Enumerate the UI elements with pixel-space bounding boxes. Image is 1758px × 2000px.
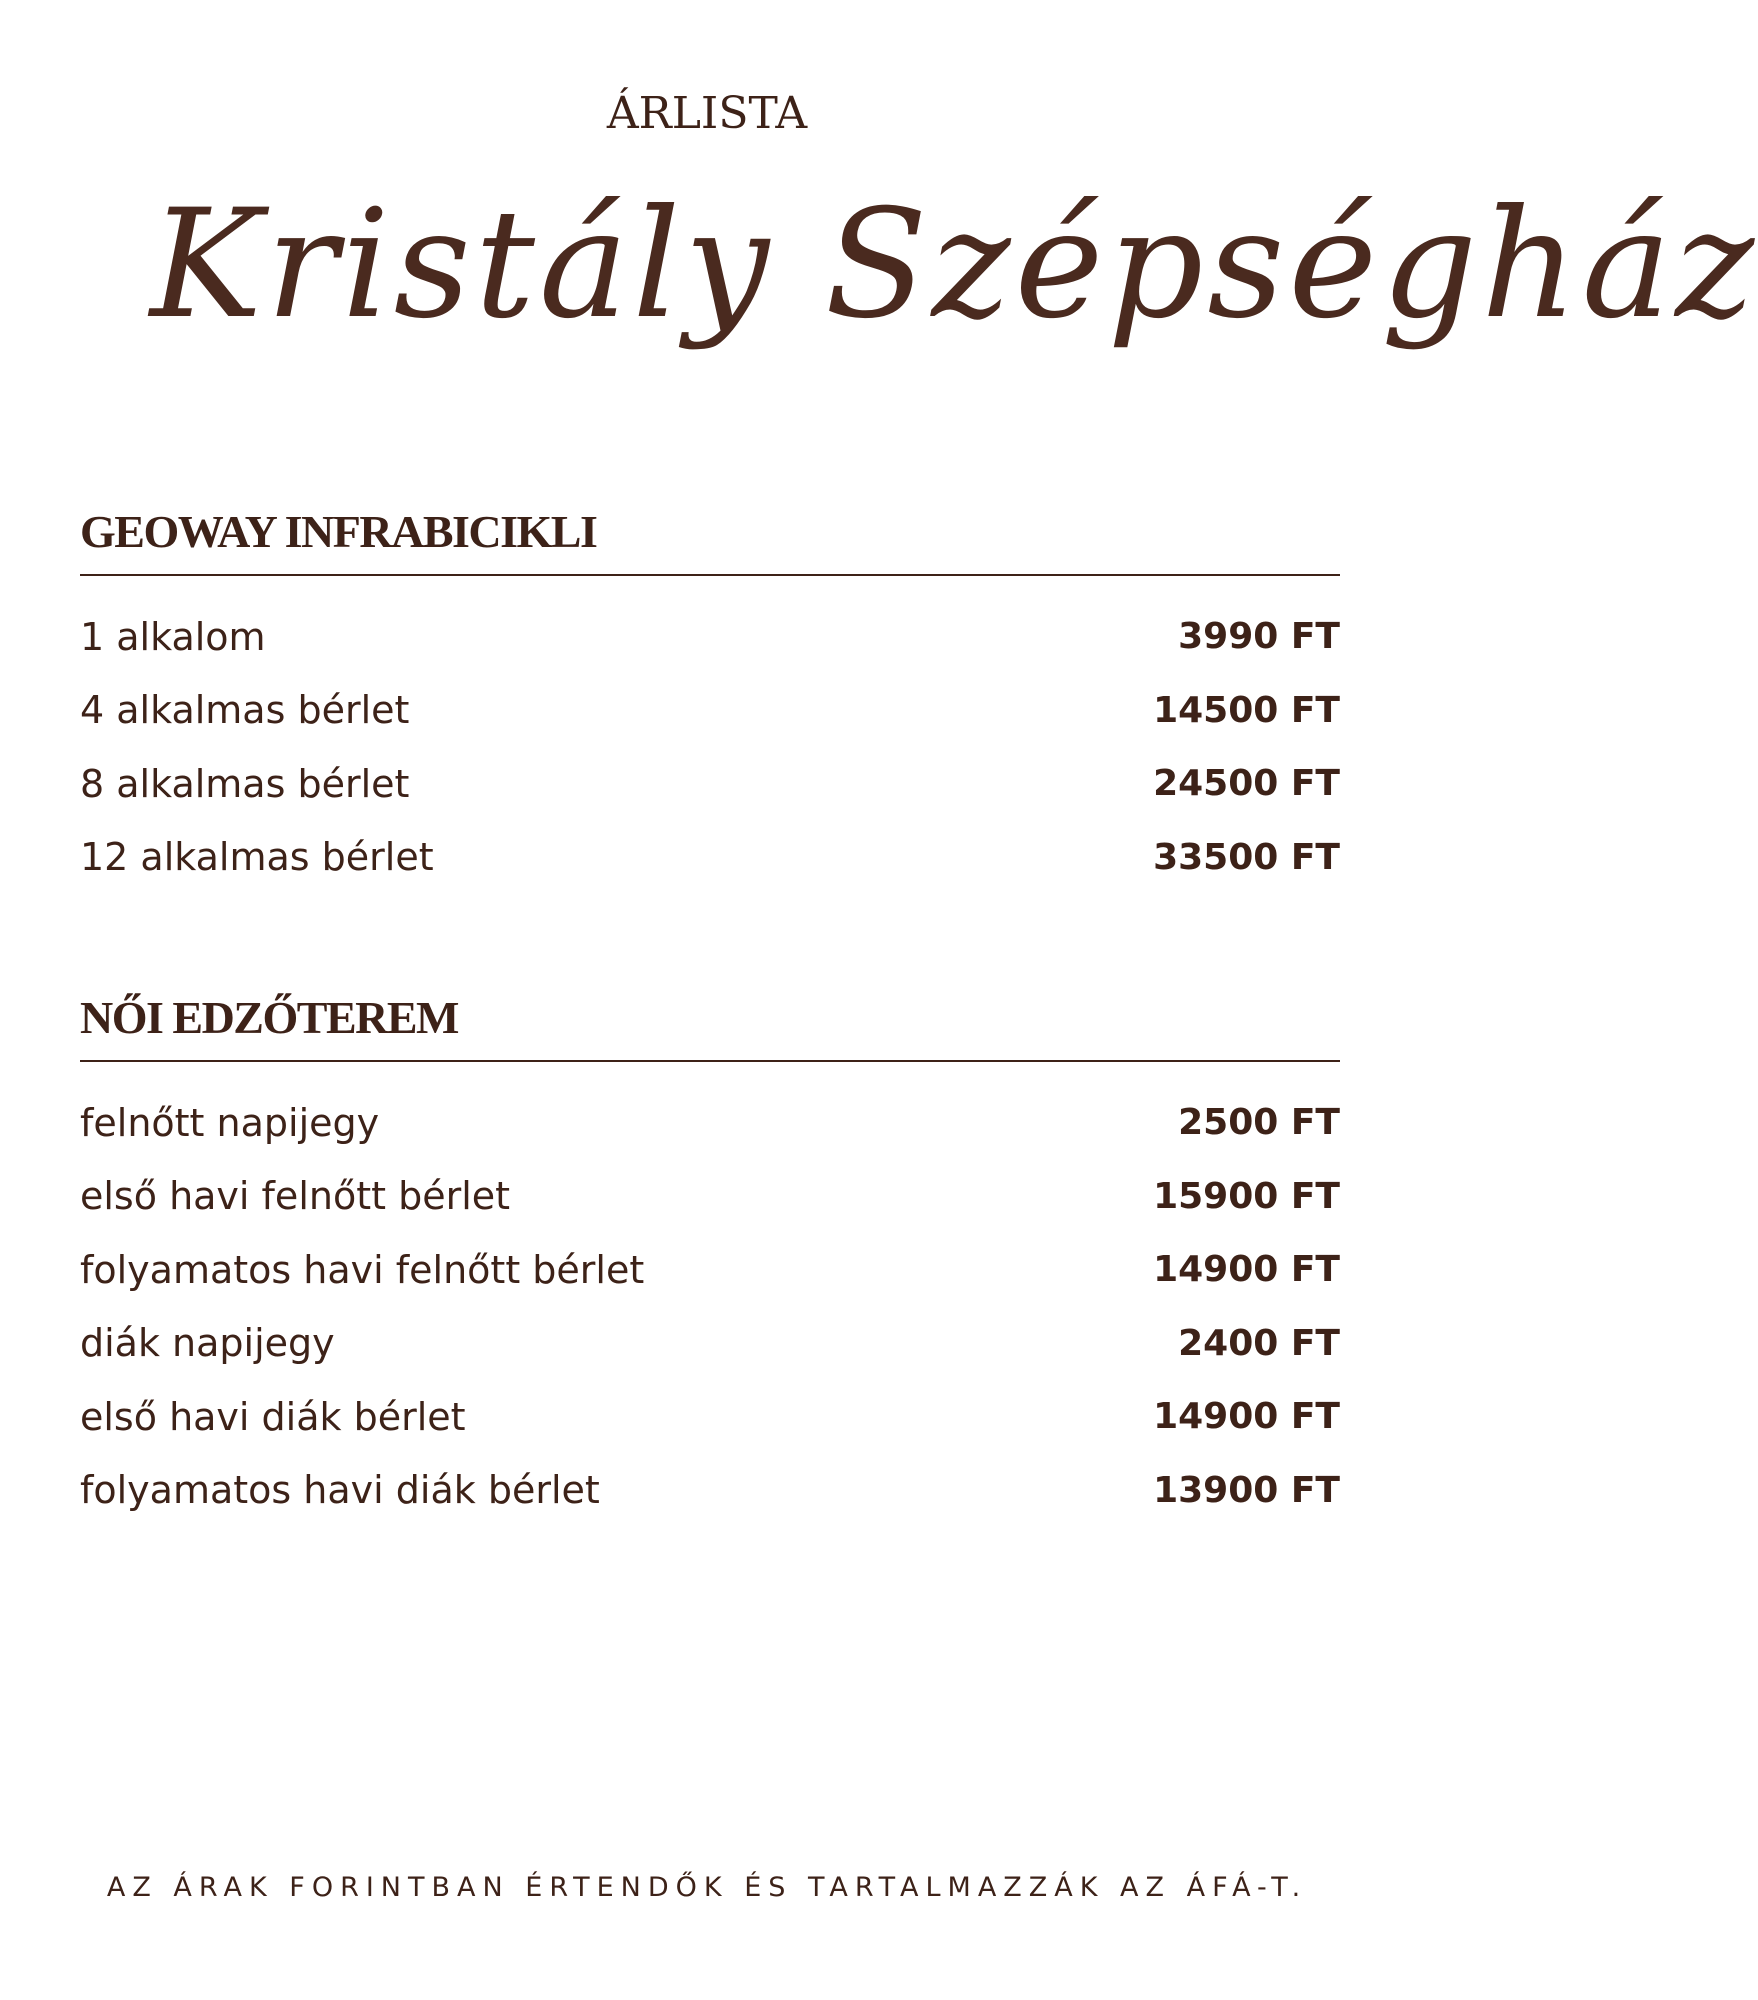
price-row xyxy=(80,1307,1340,1381)
section-noi-edzoterem xyxy=(80,984,1340,1527)
item-name: diák napijegy xyxy=(80,1321,335,1366)
item-name: folyamatos havi diák bérlet xyxy=(80,1468,600,1513)
section-divider xyxy=(80,1060,1340,1062)
section-title: GEOWAY INFRABICIKLI xyxy=(80,506,597,557)
section-title: NŐI EDZŐTEREM xyxy=(80,992,458,1043)
item-price: 14500 FT xyxy=(1153,689,1340,731)
item-price: 3990 FT xyxy=(1178,616,1340,658)
price-row xyxy=(80,600,1340,674)
footer-note: AZ ÁRAK FORINTBAN ÉRTENDŐK ÉS TARTALMAZZÁK AZ ÁFÁ-T. xyxy=(106,1872,1308,1903)
item-name: első havi diák bérlet xyxy=(80,1394,466,1439)
item-name: első havi felnőtt bérlet xyxy=(80,1174,511,1219)
item-price: 14900 FT xyxy=(1153,1396,1340,1438)
item-name: 12 alkalmas bérlet xyxy=(80,835,434,880)
section-divider xyxy=(80,574,1340,576)
price-row xyxy=(80,1086,1340,1160)
item-price: 14900 FT xyxy=(1153,1249,1340,1291)
price-list xyxy=(80,600,1340,894)
price-row xyxy=(80,1160,1340,1234)
price-row xyxy=(80,821,1340,895)
item-name: felnőtt napijegy xyxy=(80,1100,380,1145)
item-price: 33500 FT xyxy=(1153,836,1340,878)
item-price: 2500 FT xyxy=(1178,1102,1340,1144)
section-geoway xyxy=(80,498,1340,894)
item-name: 1 alkalom xyxy=(80,614,266,659)
item-name: folyamatos havi felnőtt bérlet xyxy=(80,1247,645,1292)
price-row xyxy=(80,1380,1340,1454)
price-row xyxy=(80,1454,1340,1528)
item-price: 24500 FT xyxy=(1153,763,1340,805)
price-row xyxy=(80,1233,1340,1307)
brand-name: Kristály Szépségház xyxy=(150,178,1758,352)
item-price: 2400 FT xyxy=(1178,1322,1340,1364)
price-list xyxy=(80,1086,1340,1527)
item-name: 8 alkalmas bérlet xyxy=(80,761,410,806)
price-row xyxy=(80,674,1340,748)
item-price: 15900 FT xyxy=(1153,1175,1340,1217)
price-row xyxy=(80,747,1340,821)
price-list-kicker: ÁRLISTA xyxy=(606,88,808,139)
item-name: 4 alkalmas bérlet xyxy=(80,688,410,733)
item-price: 13900 FT xyxy=(1153,1469,1340,1511)
